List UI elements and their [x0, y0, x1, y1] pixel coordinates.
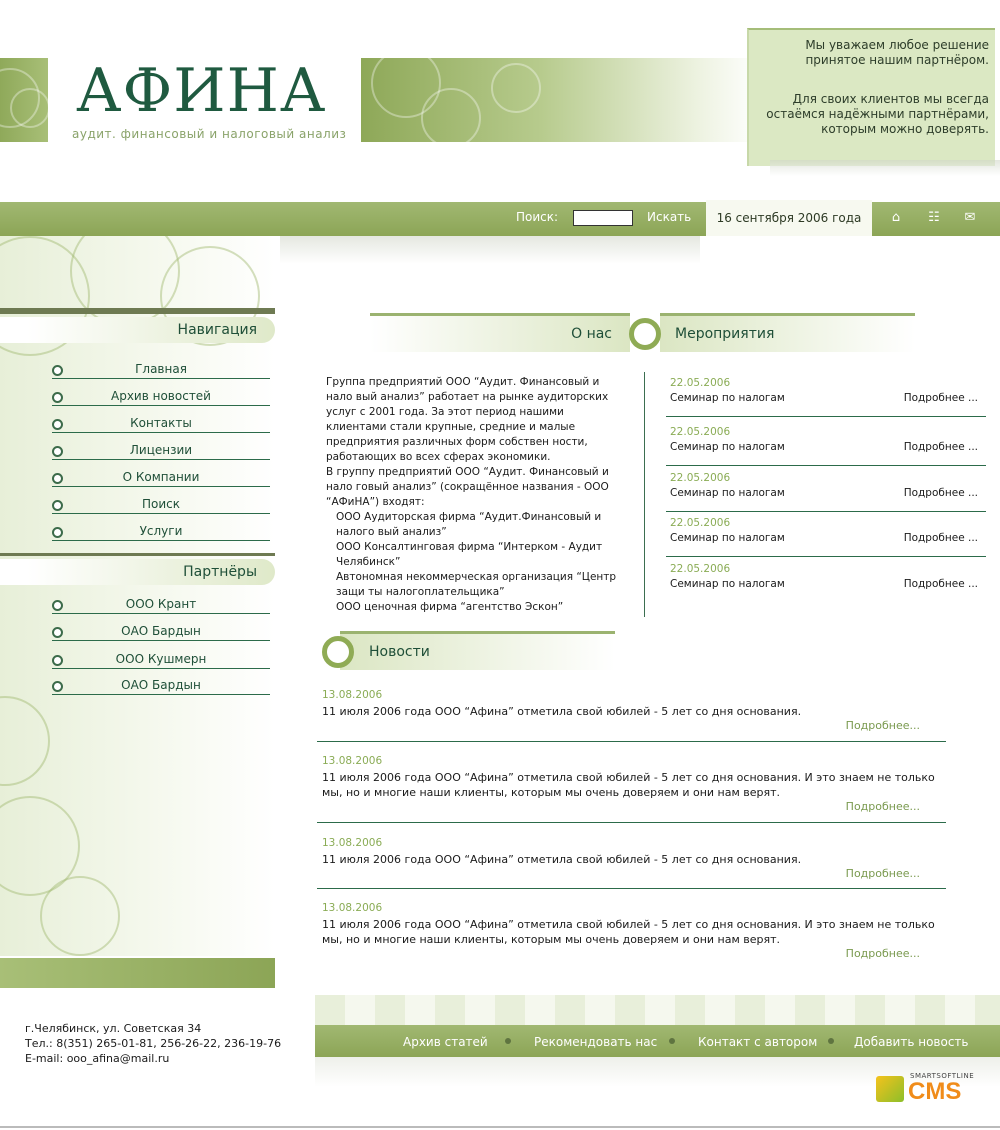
navigation-block	[0, 308, 275, 343]
nav-item-news-archive[interactable]	[52, 386, 270, 406]
nav-item-label: О Компании	[122, 470, 200, 484]
home-icon[interactable]: ⌂	[891, 210, 901, 225]
bottom-border	[0, 1126, 1000, 1128]
event-item	[666, 371, 986, 417]
nav-item-search[interactable]	[52, 494, 270, 514]
events-header	[660, 316, 915, 352]
news-date: 13.08.2006	[322, 689, 383, 701]
nav-item-label: Архив новостей	[111, 389, 211, 403]
news-title: Новости	[369, 644, 430, 660]
footer-band-left	[0, 958, 275, 988]
nav-item-label: Контакты	[130, 416, 192, 430]
nav-item-services[interactable]	[52, 521, 270, 541]
news-date: 13.08.2006	[322, 755, 383, 767]
bullet-icon	[52, 655, 63, 666]
about-paragraph: Группа предприятий ООО “Аудит. Финансовый и нало вый анализ” работает на рынке аудиторских услуг с 2001 года. За этот период нашими клиентами стали крупные, средние и малые предприятия различных форм собствен ности, работающих во всех сферах экономики.	[326, 376, 609, 463]
footer-link-recommend[interactable]: Рекомендовать нас	[534, 1035, 658, 1049]
nav-item-label: Главная	[135, 362, 187, 376]
ring-icon	[322, 636, 354, 668]
event-item	[666, 511, 986, 557]
bullet-icon	[52, 681, 63, 692]
partner-item[interactable]	[52, 649, 270, 669]
bullet-icon	[52, 392, 63, 403]
news-item	[317, 834, 946, 889]
partner-label: ООО Кушмерн	[115, 652, 207, 666]
news-header	[340, 634, 615, 670]
logo-title[interactable]: АФИНА	[76, 56, 327, 126]
about-paragraph: ООО Аудиторская фирма “Аудит.Финансовый и налого вый анализ”	[336, 511, 602, 538]
bullet-icon	[52, 365, 63, 376]
partner-item[interactable]	[52, 594, 270, 614]
news-more-link[interactable]: Подробнее...	[845, 947, 920, 960]
about-paragraph: ООО ценочная фирма “агентство Эскон”	[336, 601, 564, 613]
footer-link-contact-author[interactable]: Контакт с автором	[698, 1035, 818, 1049]
partners-block	[0, 553, 275, 585]
search-button[interactable]: Искать	[647, 210, 692, 224]
bullet-icon	[52, 446, 63, 457]
motto-shadow	[770, 160, 1000, 176]
nav-top-bar	[0, 308, 275, 314]
nav-item-about[interactable]	[52, 467, 270, 487]
ring-icon	[629, 318, 661, 350]
column-divider	[644, 372, 645, 617]
about-title: О нас	[571, 326, 612, 342]
bullet-icon	[52, 527, 63, 538]
news-item	[317, 899, 946, 961]
separator-dot	[505, 1038, 511, 1044]
news-more-link[interactable]: Подробнее...	[845, 719, 920, 732]
nav-item-home[interactable]	[52, 359, 270, 379]
nav-item-label: Услуги	[139, 524, 183, 538]
event-item	[666, 420, 986, 466]
about-header	[370, 316, 630, 352]
sitemap-icon[interactable]: ☷	[928, 210, 940, 225]
nav-item-contacts[interactable]	[52, 413, 270, 433]
bullet-icon	[52, 500, 63, 511]
cms-logo-text[interactable]: CMS	[908, 1078, 962, 1105]
mail-icon[interactable]: ✉	[964, 210, 976, 225]
news-item	[317, 686, 946, 742]
motto-line1: Мы уважаем любое решение принятое нашим партнёром.	[805, 38, 989, 67]
partner-item[interactable]	[52, 675, 270, 695]
motto-line2: Для своих клиентов мы всегда остаёмся надёжными партнёрами, которым можно доверять.	[766, 92, 989, 136]
event-title[interactable]: Семинар по налогам	[670, 441, 785, 453]
footer-address	[25, 1021, 281, 1066]
event-title[interactable]: Семинар по налогам	[670, 532, 785, 544]
navigation-title: Навигация	[0, 317, 275, 343]
event-more-link[interactable]: Подробнее ...	[903, 441, 978, 453]
footer-ornament	[315, 995, 1000, 1025]
footer-link-articles-archive[interactable]: Архив статей	[403, 1035, 488, 1049]
partner-label: ОАО Бардын	[121, 624, 201, 638]
about-text	[326, 375, 624, 615]
header-ornament-left	[0, 58, 48, 142]
partner-label: ООО Крант	[125, 597, 197, 611]
logo-subtitle: аудит. финансовый и налоговый анализ	[72, 127, 347, 141]
partners-title: Партнёры	[0, 559, 275, 585]
search-input[interactable]	[573, 210, 633, 226]
event-more-link[interactable]: Подробнее ...	[903, 392, 978, 404]
address-line: г.Челябинск, ул. Советская 34	[25, 1022, 202, 1035]
search-label: Поиск:	[516, 210, 559, 224]
event-date: 22.05.2006	[670, 472, 731, 484]
nav-item-licenses[interactable]	[52, 440, 270, 460]
bullet-icon	[52, 627, 63, 638]
separator-dot	[828, 1038, 834, 1044]
event-date: 22.05.2006	[670, 426, 731, 438]
partner-item[interactable]	[52, 621, 270, 641]
news-text: 11 июля 2006 года ООО “Афина” отметила свой юбилей - 5 лет со дня основания. И это знаем не только мы, но и многие наши клиенты, которым мы очень доверяем и они нам верят.	[322, 918, 935, 946]
event-more-link[interactable]: Подробнее ...	[903, 487, 978, 499]
event-more-link[interactable]: Подробнее ...	[903, 578, 978, 590]
about-paragraph: Автономная некоммерческая организация “Центр защи ты налогоплательщика”	[336, 571, 617, 598]
nav-item-label: Лицензии	[129, 443, 193, 457]
news-date: 13.08.2006	[322, 837, 383, 849]
bullet-icon	[52, 419, 63, 430]
separator-dot	[669, 1038, 675, 1044]
about-paragraph: ООО Консалтинговая фирма “Интерком - Аудит Челябинск”	[336, 541, 603, 568]
event-item	[666, 466, 986, 512]
partners-top-bar	[0, 553, 275, 556]
top-bar-shadow	[280, 236, 700, 264]
event-date: 22.05.2006	[670, 517, 731, 529]
footer-link-add-news[interactable]: Добавить новость	[854, 1035, 969, 1049]
news-more-link[interactable]: Подробнее...	[845, 867, 920, 880]
news-text: 11 июля 2006 года ООО “Афина” отметила свой юбилей - 5 лет со дня основания.	[322, 853, 802, 866]
event-title[interactable]: Семинар по налогам	[670, 487, 785, 499]
news-text: 11 июля 2006 года ООО “Афина” отметила свой юбилей - 5 лет со дня основания.	[322, 705, 802, 718]
nav-item-label: Поиск	[141, 497, 180, 511]
news-more-link[interactable]: Подробнее...	[845, 800, 920, 813]
bullet-icon	[52, 473, 63, 484]
current-date: 16 сентября 2006 года	[706, 200, 872, 236]
events-title: Мероприятия	[675, 326, 775, 342]
header-ornament-right	[361, 58, 761, 142]
news-text: 11 июля 2006 года ООО “Афина” отметила свой юбилей - 5 лет со дня основания. И это знаем не только мы, но и многие наши клиенты, которым мы очень доверяем и они нам верят.	[322, 771, 935, 799]
phone-line: Тел.: 8(351) 265-01-81, 256-26-22, 236-19-76	[25, 1037, 282, 1050]
event-date: 22.05.2006	[670, 377, 731, 389]
email-line[interactable]: E-mail: ooo_afina@mail.ru	[25, 1052, 170, 1065]
event-title[interactable]: Семинар по налогам	[670, 578, 785, 590]
cms-logo-small-text: SMARTSOFTLINE	[910, 1072, 975, 1080]
motto-box	[747, 28, 995, 166]
news-date: 13.08.2006	[322, 902, 383, 914]
partner-label: ОАО Бардын	[121, 678, 201, 692]
event-item	[666, 557, 986, 603]
news-item	[317, 752, 946, 823]
cms-logo-icon	[876, 1076, 904, 1102]
event-more-link[interactable]: Подробнее ...	[903, 532, 978, 544]
about-paragraph: В группу предприятий ООО “Аудит. Финансовый и нало говый анализ” (сокращённое названия - ООО “АФиНА”) входят:	[326, 466, 609, 508]
event-title[interactable]: Семинар по налогам	[670, 392, 785, 404]
event-date: 22.05.2006	[670, 563, 731, 575]
bullet-icon	[52, 600, 63, 611]
